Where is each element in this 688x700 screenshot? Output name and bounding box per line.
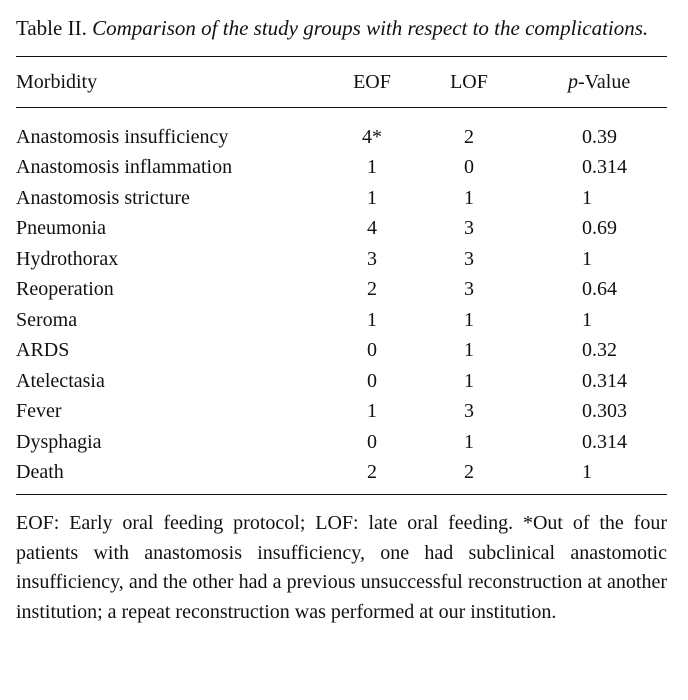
header-morbidity: Morbidity — [16, 70, 98, 93]
cell-lof: 1 — [464, 308, 474, 331]
cell-eof: 2 — [367, 461, 377, 484]
cell-morbidity: Fever — [16, 400, 62, 423]
cell-lof: 1 — [464, 339, 474, 362]
cell-p-value: 1 — [582, 186, 592, 209]
cell-eof: 0 — [367, 369, 377, 392]
cell-lof: 3 — [464, 247, 474, 270]
caption-title-text: Comparison of the study groups with respect to the complications — [92, 16, 643, 40]
table-row — [16, 153, 667, 184]
cell-lof: 3 — [464, 278, 474, 301]
header-lof: LOF — [450, 70, 488, 93]
cell-p-value: 0.69 — [582, 217, 617, 240]
table-row — [16, 244, 667, 275]
table-row — [16, 366, 667, 397]
caption-title: Comparison of the study groups with respect to the complications. — [92, 16, 649, 40]
table-row — [16, 214, 667, 245]
table-row — [16, 183, 667, 214]
cell-p-value: 0.314 — [582, 369, 627, 392]
cell-p-value: 0.64 — [582, 278, 617, 301]
cell-eof: 4* — [362, 125, 382, 148]
cell-eof: 2 — [367, 278, 377, 301]
cell-lof: 3 — [464, 400, 474, 423]
table-row — [16, 122, 667, 153]
table-row — [16, 458, 667, 489]
table-row — [16, 336, 667, 367]
cell-eof: 1 — [367, 186, 377, 209]
cell-p-value: 0.314 — [582, 156, 627, 179]
header-p-prefix: p — [568, 70, 578, 93]
table-header — [16, 57, 667, 107]
cell-lof: 2 — [464, 125, 474, 148]
cell-p-value: 0.303 — [582, 400, 627, 423]
cell-lof: 3 — [464, 217, 474, 240]
header-eof: EOF — [353, 70, 391, 93]
header-p-value — [528, 71, 667, 94]
table-row — [16, 275, 667, 306]
table-caption — [16, 14, 667, 42]
table-row — [16, 427, 667, 458]
cell-p-value: 1 — [582, 247, 592, 270]
cell-morbidity: ARDS — [16, 339, 70, 362]
cell-p-value: 0.314 — [582, 430, 627, 453]
cell-morbidity: Seroma — [16, 308, 78, 331]
cell-p-value: 1 — [582, 308, 592, 331]
cell-eof: 1 — [367, 308, 377, 331]
cell-eof: 3 — [367, 247, 377, 270]
header-rule — [16, 107, 667, 108]
cell-lof: 2 — [464, 461, 474, 484]
cell-morbidity: Hydrothorax — [16, 247, 119, 270]
table-footnote: EOF: Early oral feeding protocol; LOF: late oral feeding. *Out of the four patients with anastomosis insufficiency, one had subclinical anastomotic insufficiency, and the other had a previous unsuccessful reconstruction at another institution; a repeat reconstruction was performed at our institution. — [16, 512, 667, 623]
cell-eof: 1 — [367, 156, 377, 179]
header-p-suffix: -Value — [578, 70, 631, 93]
cell-morbidity: Reoperation — [16, 278, 114, 301]
cell-eof: 1 — [367, 400, 377, 423]
cell-morbidity: Anastomosis insufficiency — [16, 125, 229, 148]
cell-p-value: 1 — [582, 461, 592, 484]
cell-eof: 0 — [367, 339, 377, 362]
cell-eof: 4 — [367, 217, 377, 240]
caption-label: Table II. — [16, 16, 87, 40]
cell-morbidity: Pneumonia — [16, 217, 106, 240]
table-document — [16, 14, 667, 627]
cell-lof: 0 — [464, 156, 474, 179]
table-row — [16, 305, 667, 336]
cell-p-value: 0.32 — [582, 339, 617, 362]
cell-morbidity: Death — [16, 461, 64, 484]
cell-eof: 0 — [367, 430, 377, 453]
cell-p-value: 0.39 — [582, 125, 617, 148]
cell-morbidity: Atelectasia — [16, 369, 105, 392]
cell-lof: 1 — [464, 430, 474, 453]
cell-morbidity: Dysphagia — [16, 430, 102, 453]
table-row — [16, 397, 667, 428]
cell-lof: 1 — [464, 369, 474, 392]
cell-morbidity: Anastomosis inflammation — [16, 156, 233, 179]
bottom-rule — [16, 494, 667, 495]
table-body — [16, 122, 667, 494]
cell-morbidity: Anastomosis stricture — [16, 186, 190, 209]
cell-lof: 1 — [464, 186, 474, 209]
